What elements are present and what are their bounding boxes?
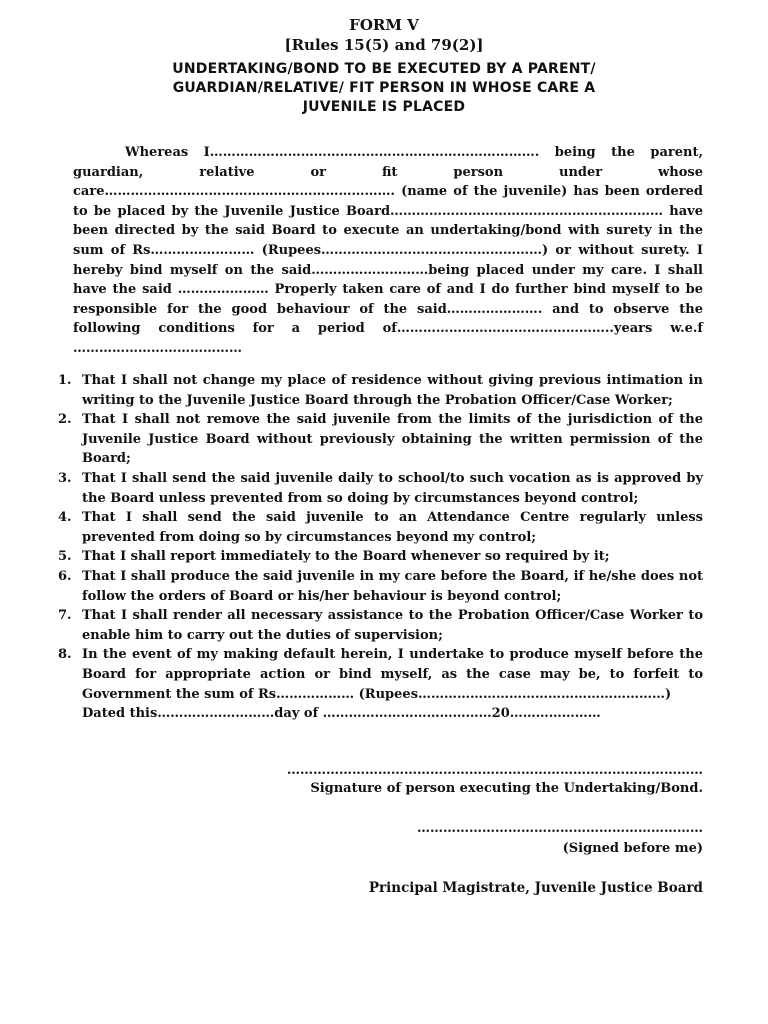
condition-number: 5. (58, 549, 72, 565)
condition-item (58, 371, 703, 410)
form-title-line-2: GUARDIAN/RELATIVE/ FIT PERSON IN WHOSE CARE A (172, 80, 596, 96)
form-title-line-3: JUVENILE IS PLACED (302, 99, 466, 115)
magistrate-title: Principal Magistrate, Juvenile Justice Board (368, 880, 703, 896)
form-number: FORM V (349, 16, 419, 34)
dated-line: Dated this………………………day of …………………………………20………………… (82, 706, 601, 722)
executor-signature-label: Signature of person executing the Undertaking/Bond. (310, 781, 703, 796)
conditions-list (58, 371, 703, 724)
condition-text: That I shall render all necessary assistance to the Probation Officer/Case Worker to enable him to carry out the duties of supervision; (82, 608, 703, 643)
condition-item (58, 469, 703, 508)
condition-number: 7. (58, 608, 72, 624)
condition-text: That I shall produce the said juvenile in my care before the Board, if he/she does not follow the orders of Board or his/her behaviour is beyond control; (82, 568, 703, 604)
condition-text: In the event of my making default herein, I undertake to produce myself before the Board for appropriate action or bind myself, as the case may be, to forfeit to Government the sum of Rs……………… (Rupees…………………………………………………) (82, 647, 703, 702)
condition-text: That I shall not remove the said juvenile from the limits of the jurisdiction of the Juvenile Justice Board without previously obtaining the written permission of the Board; (82, 412, 703, 467)
condition-item (58, 508, 703, 547)
condition-number: 2. (58, 412, 72, 428)
undertaking-paragraph: Whereas I…………………………………………………………………. being the parent, guardian, relative or fit person under whose care…………………………………………………………. (name of the juvenile) has been ordered to be placed by the Juvenile Justice Board……………………………………………………… have been directed by the said Board to execute an undertaking/bond with surety in the sum of Rs…………………… (Rupees……………………………………………) or without surety. I hereby bind myself on the said………………………being placed under my care. I shall have the said ………………… Properly taken care of and I do further bind myself to be responsible for the good behaviour of the said…………………. and to observe the following conditions for a period of…………………………………………..years w.e.f ………………………………… (73, 145, 703, 356)
form-title (100, 60, 668, 117)
condition-number: 4. (58, 510, 72, 526)
condition-item (58, 547, 703, 567)
dated-row (58, 704, 703, 724)
condition-item (58, 410, 703, 469)
signed-before-me: (Signed before me) (562, 841, 703, 856)
condition-item (58, 606, 703, 645)
condition-text: That I shall send the said juvenile to an Attendance Centre regularly unless prevented from doing so by circumstances beyond my control; (82, 510, 703, 545)
condition-number: 1. (58, 373, 72, 388)
form-title-line-1: UNDERTAKING/BOND TO BE EXECUTED BY A PARENT/ (172, 61, 596, 77)
condition-number: 6. (58, 568, 72, 584)
condition-text: That I shall not change my place of residence without giving previous intimation in writing to the Juvenile Justice Board through the Probation Officer/Case Worker; (82, 373, 703, 408)
rules-reference: [Rules 15(5) and 79(2)] (284, 36, 484, 54)
condition-text: That I shall send the said juvenile daily to school/to such vocation as is approved by the Board unless prevented from so doing by circumstances beyond control; (82, 470, 703, 506)
condition-item (58, 567, 703, 606)
condition-number: 8. (58, 647, 72, 663)
condition-text: That I shall report immediately to the Board whenever so required by it; (82, 549, 610, 565)
condition-number: 3. (58, 470, 72, 486)
executor-signature-line: …………………………………………………………………………………… (287, 763, 703, 778)
magistrate-signature-line: ………………………………………………………… (417, 821, 703, 836)
condition-item (58, 645, 703, 704)
